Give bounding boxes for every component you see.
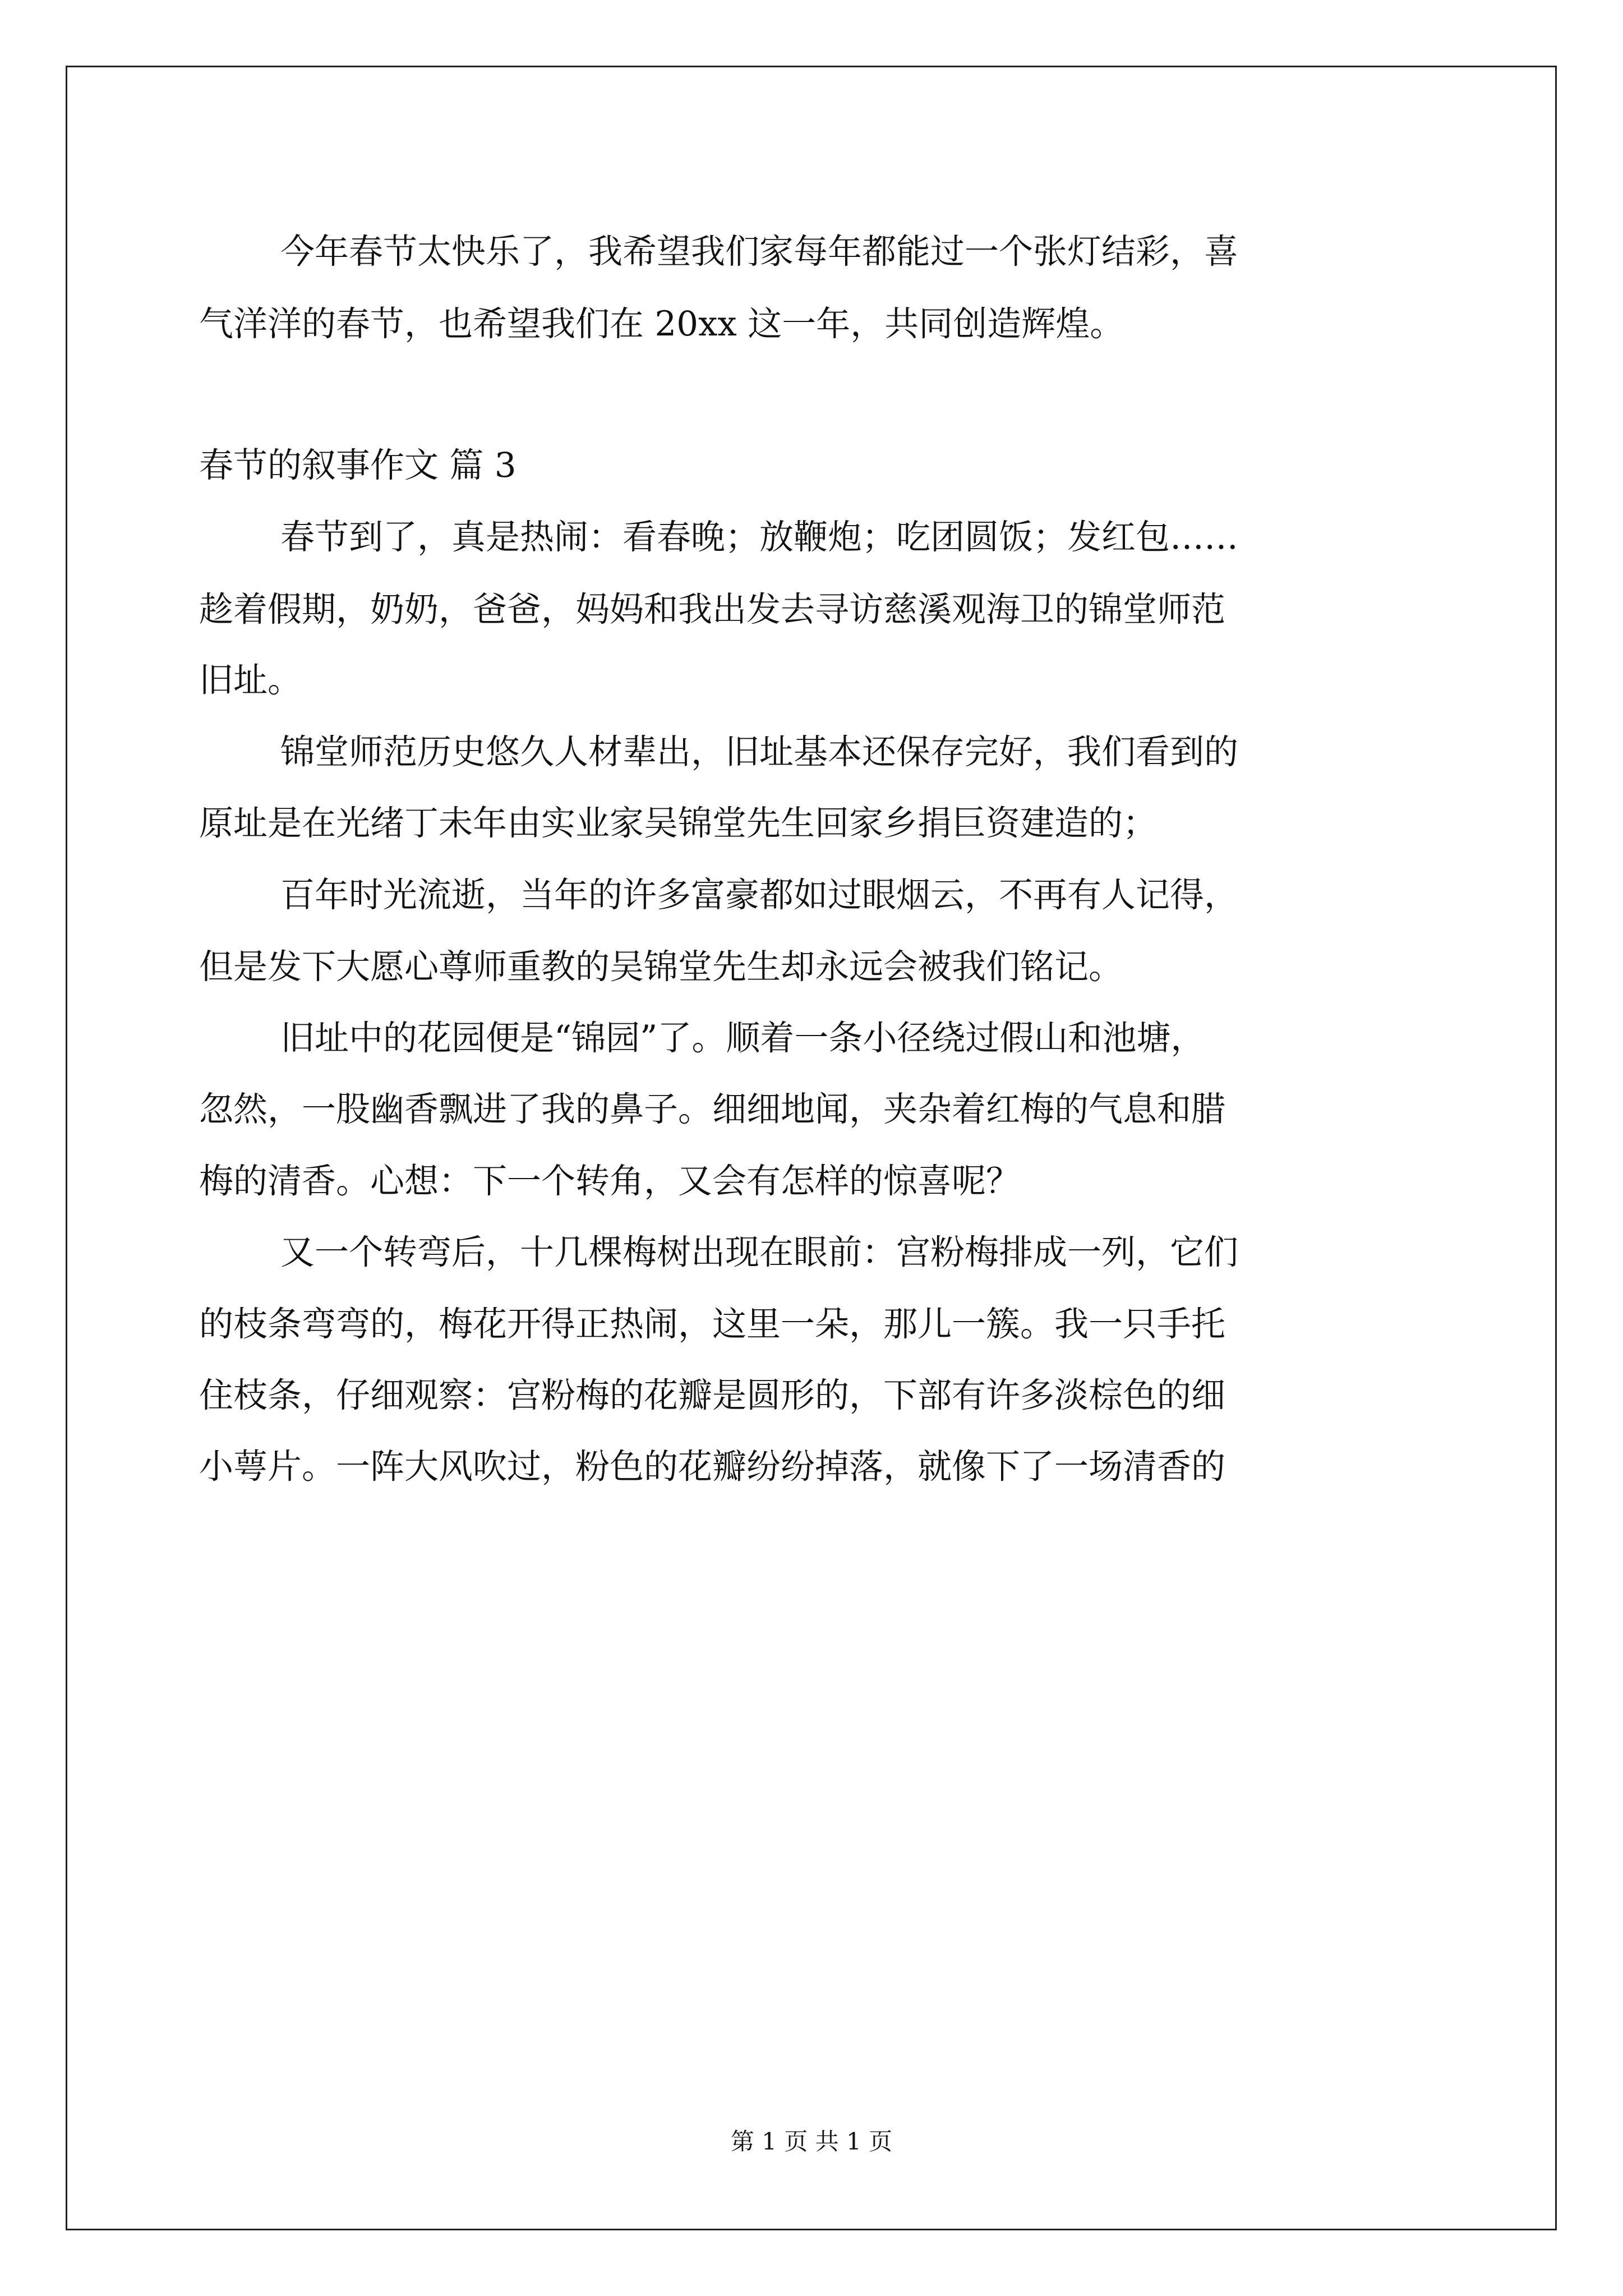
text-line: 但是发下大愿心尊师重教的吴锦堂先生却永远会被我们铭记。	[199, 947, 1123, 987]
text-line: 原址是在光绪丁未年由实业家吴锦堂先生回家乡捐巨资建造的；	[199, 803, 1158, 843]
text-line: 春节到了，真是热闹：看春晚；放鞭炮；吃团圆饭；发红包……	[280, 517, 1239, 557]
text-line: 住枝条，仔细观察：宫粉梅的花瓣是圆形的，下部有许多淡棕色的细	[199, 1375, 1226, 1415]
text-line: 锦堂师范历史悠久人材辈出，旧址基本还保存完好，我们看到的	[280, 732, 1239, 772]
text-line: 忽然，一股幽香飘进了我的鼻子。细细地闻，夹杂着红梅的气息和腊	[199, 1089, 1226, 1129]
section-heading: 春节的叙事作文 篇 3	[199, 445, 517, 485]
text-line: 气洋洋的春节，也希望我们在 20xx 这一年，共同创造辉煌。	[199, 304, 1124, 344]
text-line: 小萼片。一阵大风吹过，粉色的花瓣纷纷掉落，就像下了一场清香的	[199, 1447, 1226, 1487]
text-line: 旧址。	[199, 660, 302, 700]
text-line: 梅的清香。心想：下一个转角，又会有怎样的惊喜呢？	[199, 1161, 1021, 1201]
text-line: 百年时光流逝，当年的许多富豪都如过眼烟云，不再有人记得，	[280, 875, 1239, 915]
text-line: 今年春节太快乐了，我希望我们家每年都能过一个张灯结彩，喜	[280, 232, 1239, 272]
text-line: 旧址中的花园便是“锦园”了。顺着一条小径绕过假山和池塘，	[280, 1018, 1205, 1058]
page-footer: 第 1 页 共 1 页	[730, 2128, 893, 2155]
page-border	[66, 66, 1557, 2230]
text-line: 又一个转弯后，十几棵梅树出现在眼前：宫粉梅排成一列，它们	[280, 1232, 1239, 1272]
text-line: 的枝条弯弯的，梅花开得正热闹，这里一朵，那儿一簇。我一只手托	[199, 1304, 1226, 1344]
text-line: 趁着假期，奶奶，爸爸，妈妈和我出发去寻访慈溪观海卫的锦堂师范	[199, 590, 1226, 629]
